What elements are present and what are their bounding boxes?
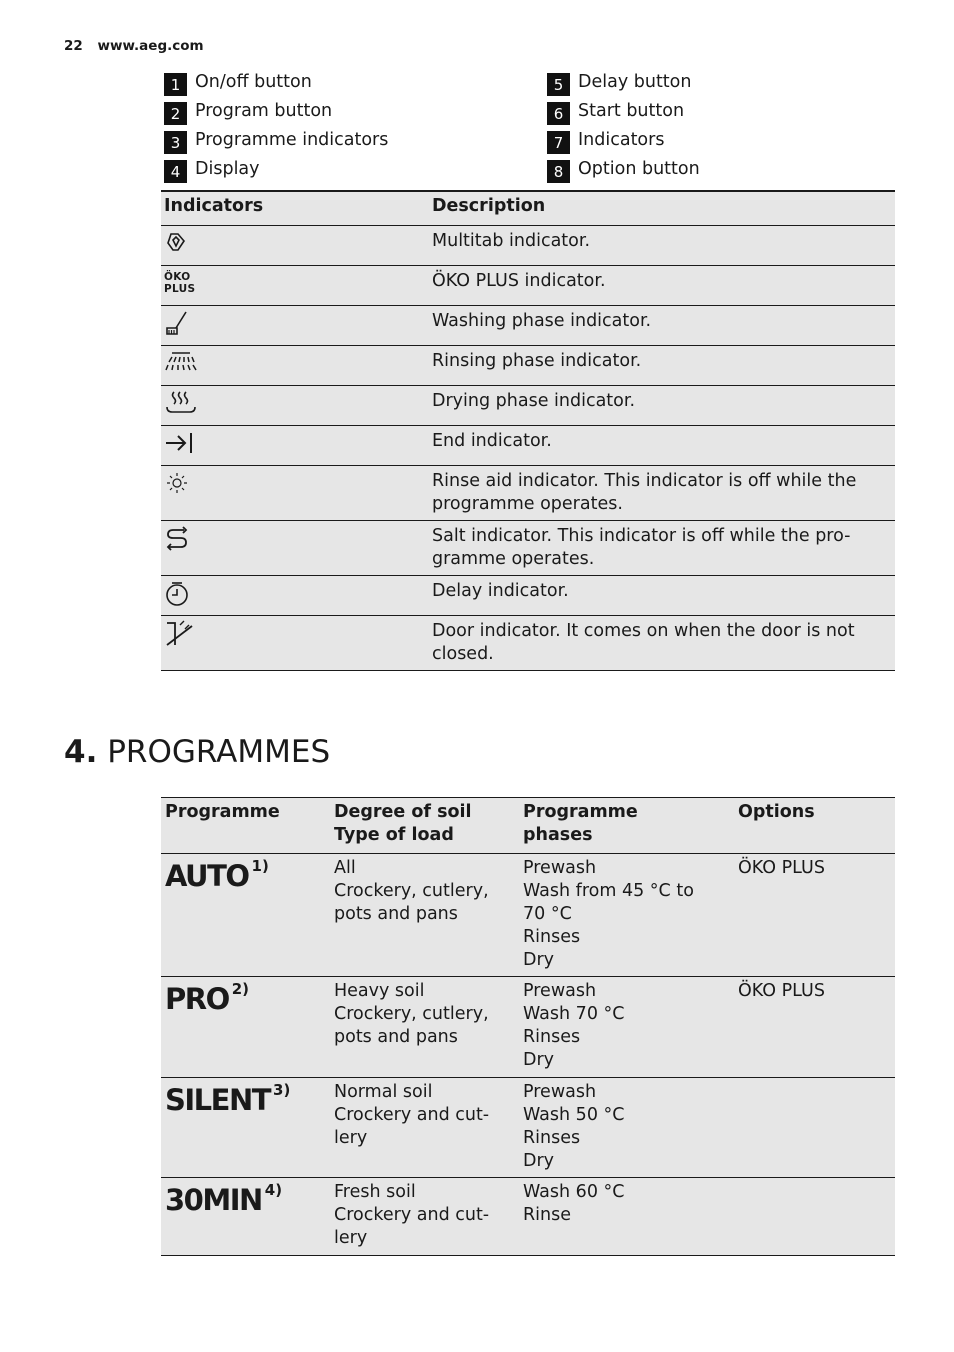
column-header-description: Description (429, 191, 895, 225)
phase-line: Prewash (523, 981, 597, 1001)
legend-label: On/off button (195, 72, 312, 92)
legend-number: 8 (547, 160, 570, 183)
indicator-description (429, 520, 895, 575)
programme-name: 30MIN (165, 1183, 262, 1217)
soil-line: Crockery, cutlery, (334, 881, 489, 901)
programme-cell (161, 1178, 334, 1256)
plus-icon-text: PLUS (164, 282, 196, 295)
indicator-icon-cell (161, 385, 429, 425)
phase-line: Rinses (523, 1128, 581, 1148)
section-number: 4. (64, 734, 98, 770)
table-row (161, 265, 895, 305)
indicator-description: Washing phase indicator. (429, 305, 895, 345)
table-row (161, 425, 895, 465)
indicator-icon-cell (161, 520, 429, 575)
table-row (161, 305, 895, 345)
indicator-description: Drying phase indicator. (429, 385, 895, 425)
indicator-icon-cell (161, 225, 429, 265)
column-header-soil (334, 798, 523, 854)
rinse-aid-icon (164, 470, 192, 496)
description-line: programme operates. (432, 493, 623, 514)
phase-line: Dry (523, 950, 555, 970)
programmes-table (161, 797, 895, 1256)
phase-line: Wash from 45 °C to (523, 881, 694, 901)
indicator-icon-cell (161, 425, 429, 465)
section-title: PROGRAMMES (107, 734, 331, 770)
legend-item (547, 99, 684, 123)
legend-number: 3 (164, 131, 187, 154)
table-row (161, 225, 895, 265)
footnote-ref: 3) (273, 1081, 291, 1099)
soil-cell (334, 977, 523, 1078)
indicator-icon-cell (161, 345, 429, 385)
multitab-icon (164, 230, 188, 254)
soil-line: Normal soil (334, 1082, 433, 1102)
legend-item (164, 157, 260, 181)
soil-cell (334, 854, 523, 977)
header-line: Programme (523, 802, 638, 822)
header-line: phases (523, 825, 593, 845)
programme-name: SILENT (165, 1083, 271, 1117)
table-row (161, 345, 895, 385)
indicator-description (429, 465, 895, 520)
programme-cell (161, 977, 334, 1078)
soil-line: Crockery and cut- (334, 1105, 490, 1125)
indicator-icon-cell (161, 615, 429, 670)
indicator-description: Delay indicator. (429, 575, 895, 615)
phase-line: Rinses (523, 927, 581, 947)
soil-line: lery (334, 1228, 368, 1248)
table-row (161, 575, 895, 615)
column-header-programme (161, 798, 334, 854)
programme-name: PRO (165, 982, 229, 1016)
legend-number: 7 (547, 131, 570, 154)
end-icon (164, 430, 196, 456)
description-line: gramme operates. (432, 548, 595, 569)
options-cell (738, 1078, 895, 1178)
phase-line: Prewash (523, 1082, 597, 1102)
legend-label: Display (195, 159, 260, 179)
option-line: ÖKO PLUS (738, 858, 825, 878)
indicator-icon-cell (161, 465, 429, 520)
header-line: Type of load (334, 825, 454, 845)
legend-label: Program button (195, 101, 333, 121)
indicators-table (161, 190, 895, 671)
legend-number: 1 (164, 73, 187, 96)
soil-line: Heavy soil (334, 981, 425, 1001)
phases-cell (523, 1178, 738, 1256)
description-line: Door indicator. It comes on when the door is not (432, 620, 855, 641)
legend-number: 6 (547, 102, 570, 125)
drying-phase-icon (164, 390, 198, 416)
indicator-icon-cell (161, 265, 429, 305)
programme-cell (161, 854, 334, 977)
phase-line: Wash 60 °C (523, 1182, 625, 1202)
phases-cell (523, 854, 738, 977)
footnote-ref: 1) (251, 857, 269, 875)
indicator-description (429, 615, 895, 670)
header-line: Options (738, 802, 815, 822)
header-line: Programme (165, 802, 280, 822)
legend-item (547, 128, 664, 152)
indicator-icon-cell (161, 305, 429, 345)
soil-cell (334, 1178, 523, 1256)
legend-label: Option button (578, 159, 700, 179)
programme-cell (161, 1078, 334, 1178)
soil-line: Crockery, cutlery, (334, 1004, 489, 1024)
phases-cell (523, 1078, 738, 1178)
section-heading (64, 734, 330, 770)
door-icon (164, 620, 196, 648)
legend-label: Start button (578, 101, 685, 121)
table-row (161, 520, 895, 575)
footnote-ref: 2) (231, 980, 250, 998)
legend-item (164, 99, 332, 123)
soil-line: lery (334, 1128, 368, 1148)
phase-line: Wash 70 °C (523, 1004, 625, 1024)
soil-line: Fresh soil (334, 1182, 416, 1202)
table-row (161, 1178, 895, 1256)
phase-line: Rinses (523, 1027, 581, 1047)
table-row (161, 465, 895, 520)
page-number: 22 (64, 38, 83, 54)
soil-line: All (334, 858, 356, 878)
phase-line: 70 °C (523, 904, 572, 924)
description-line: Rinse aid indicator. This indicator is off while the (432, 470, 857, 491)
page-header (64, 38, 204, 54)
legend-label: Programme indicators (195, 130, 389, 150)
table-row (161, 385, 895, 425)
column-header-phases (523, 798, 738, 854)
oko-plus-icon (164, 271, 429, 295)
table-row (161, 615, 895, 670)
legend-item (164, 70, 312, 94)
legend-number: 5 (547, 73, 570, 96)
options-cell (738, 854, 895, 977)
rinsing-phase-icon (164, 350, 198, 376)
table-row (161, 854, 895, 977)
washing-phase-icon (164, 310, 190, 336)
phases-cell (523, 977, 738, 1078)
indicator-icon-cell (161, 575, 429, 615)
indicator-description: ÖKO PLUS indicator. (429, 265, 895, 305)
phase-line: Prewash (523, 858, 597, 878)
legend-label: Delay button (578, 72, 692, 92)
oko-icon-text: ÖKO (164, 270, 191, 283)
legend-item (547, 157, 700, 181)
description-line: Salt indicator. This indicator is off while the pro- (432, 525, 851, 546)
indicator-description: End indicator. (429, 425, 895, 465)
phase-line: Rinse (523, 1205, 571, 1225)
column-header-indicators: Indicators (161, 191, 429, 225)
footnote-ref: 4) (264, 1181, 283, 1199)
indicator-description: Multitab indicator. (429, 225, 895, 265)
table-row (161, 977, 895, 1078)
legend-label: Indicators (578, 130, 665, 150)
programme-name: AUTO (165, 859, 249, 893)
phase-line: Dry (523, 1050, 555, 1070)
salt-icon (164, 525, 192, 551)
header-line: Degree of soil (334, 802, 472, 822)
legend-number: 2 (164, 102, 187, 125)
legend-item (164, 128, 388, 152)
description-line: closed. (432, 643, 494, 664)
soil-line: pots and pans (334, 904, 458, 924)
website: www.aeg.com (97, 38, 204, 54)
soil-cell (334, 1078, 523, 1178)
soil-line: pots and pans (334, 1027, 458, 1047)
column-header-options (738, 798, 895, 854)
legend-item (547, 70, 691, 94)
options-cell (738, 977, 895, 1078)
phase-line: Wash 50 °C (523, 1105, 625, 1125)
options-cell (738, 1178, 895, 1256)
delay-icon (164, 580, 192, 608)
table-row (161, 1078, 895, 1178)
indicator-description: Rinsing phase indicator. (429, 345, 895, 385)
table-header-row (161, 191, 895, 225)
legend-number: 4 (164, 160, 187, 183)
soil-line: Crockery and cut- (334, 1205, 490, 1225)
phase-line: Dry (523, 1151, 555, 1171)
table-header-row (161, 798, 895, 854)
option-line: ÖKO PLUS (738, 981, 825, 1001)
